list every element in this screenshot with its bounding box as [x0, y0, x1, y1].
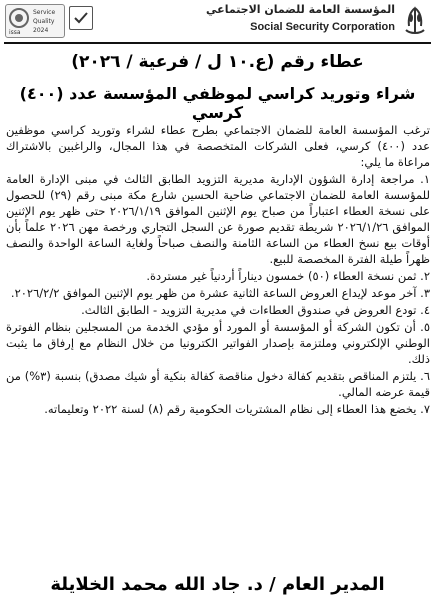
org-name-english: Social Security Corporation: [250, 21, 395, 33]
header-divider: [4, 42, 431, 44]
badge-service-text: Service: [33, 9, 56, 16]
ssc-logo-icon: [400, 4, 430, 36]
condition-item-3: ٣. آخر موعد لإيداع العروض الساعة الثانية عشرة من ظهر يوم الإثنين الموافق ٢٠٢٦/٢/٢.: [10, 286, 430, 300]
intro-paragraph: ترغب المؤسسة العامة للضمان الاجتماعي بطرح عطاء لشراء وتوريد كراسي موظفين عدد (٤٠٠) كرسي، فعلى الشركات المتخصصة في هذا المجال، والراغبين بالاشتراك مراعاة ما يلي:: [6, 123, 430, 169]
service-quality-badge-icon: [5, 4, 65, 38]
condition-item-4: ٤. تودع العروض في صندوق العطاءات في مديرية التزويد - الطابق الثالث.: [81, 303, 430, 317]
condition-item-7: ٧. يخضع هذا العطاء إلى نظام المشتريات الحكومية رقم (٨) لسنة ٢٠٢٢ وتعليماته.: [44, 402, 430, 416]
badge-seal: [9, 8, 29, 28]
signature: المدير العام / د. جاد الله محمد الخلايلة: [50, 574, 385, 595]
condition-item-2: ٢. ثمن نسخة العطاء (٥٠) خمسون ديناراً أردنياً غير مستردة.: [146, 269, 430, 283]
condition-item-1: ١. مراجعة إدارة الشؤون الإدارية مديرية التزويد الطابق الثالث في مبنى الإدارة العامة للمؤسسة العامة للضمان الاجتماعي ضاحية الحسين شارع مكة مبنى رقم (٢٩) للحصول على نسخة العطاء اعتباراً من صباح يوم الإثنين الموافق ٢٠٢٦/١/١٩ حتى ظهر يوم الإثنين الموافق ٢٠٢٦/١/٢٦ شريطة تقديم صورة عن السجل التجاري ورخصة مهن ٢٠٢٦ علماً بأن أوقات بيع نسخ العطاء من الساعة الثامنة والنصف صباحاً ولغاية الساعة الواحدة والنصف ظهراً طيلة الفترة المخصصة للبيع.: [6, 172, 431, 266]
header: [0, 0, 435, 42]
condition-item-6: ٦. يلتزم المناقص بتقديم كفالة دخول مناقصة كفالة بنكية أو شيك مصدق) بنسبة (٣%) من قيمة عرضه المالي.: [6, 369, 431, 399]
badge-quality-text: Quality: [33, 18, 55, 25]
badge-year-text: 2024: [33, 27, 49, 34]
announcement-body: [6, 122, 430, 418]
tender-title: عطاء رقم (ع.١٠ ل / فرعية / ٢٠٢٦): [71, 52, 364, 72]
tender-subject: شراء وتوريد كراسي لموظفي المؤسسة عدد (٤٠٠) كرسي: [19, 84, 416, 122]
org-name-arabic: المؤسسة العامة للضمان الاجتماعي: [206, 3, 395, 16]
badge-issa-text: issa: [9, 29, 21, 36]
check-certificate-icon: [69, 6, 93, 30]
condition-item-5: ٥. أن تكون الشركة أو المؤسسة أو المورد أو مؤدي الخدمة من المسجلين بنظام الفوترة الوطني الإلكتروني وملتزمة بإصدار الفواتير الكترونيا من خلال النظام مع إرفاق ما يثبت ذلك.: [6, 320, 430, 366]
